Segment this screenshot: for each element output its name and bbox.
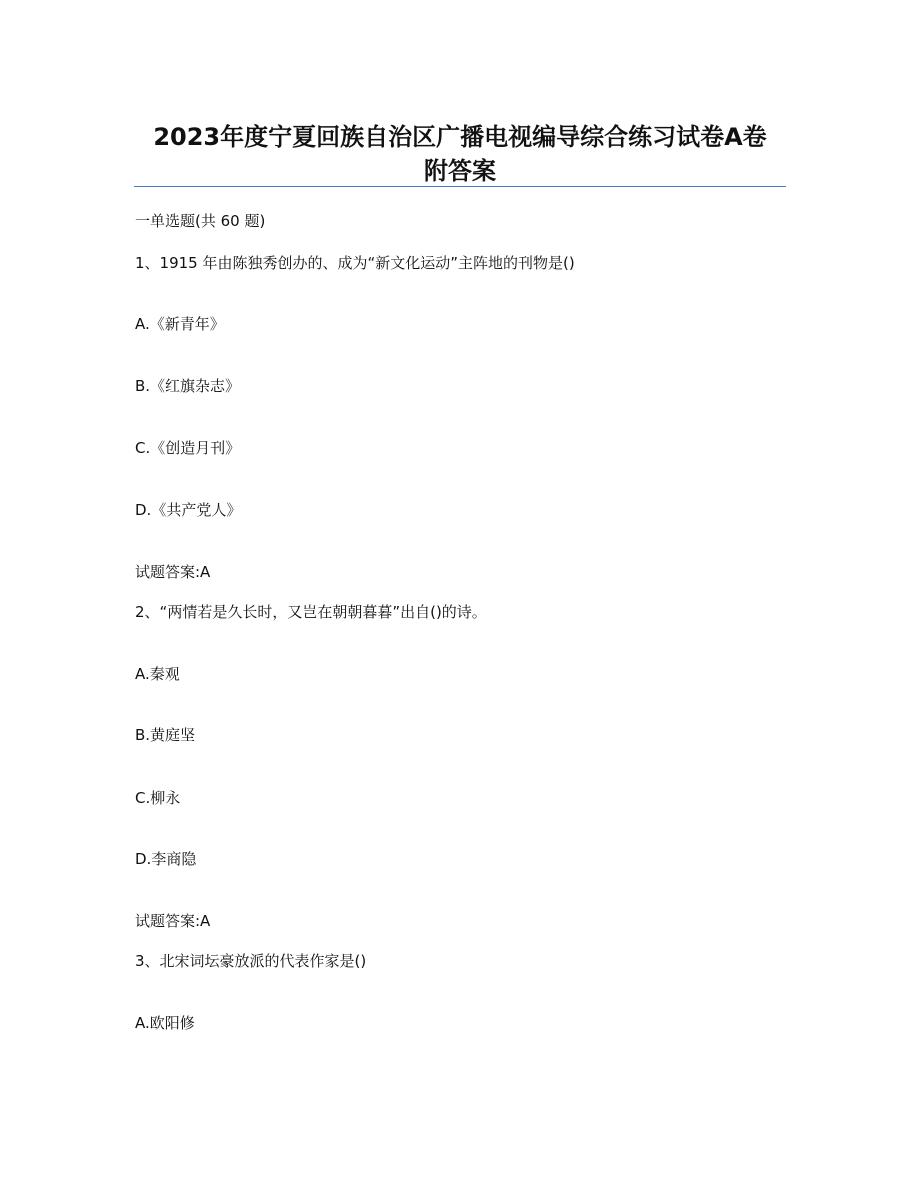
question-1-option-a: A.《新青年》 <box>135 315 225 333</box>
question-2-option-c: C.柳永 <box>135 789 181 807</box>
section-heading: 一单选题(共 60 题) <box>135 212 266 230</box>
question-1-option-c: C.《创造月刊》 <box>135 439 241 457</box>
question-2-answer: 试题答案:A <box>135 912 211 930</box>
question-2-stem: 2、“两情若是久长时，又岂在朝朝暮暮”出自()的诗。 <box>135 603 487 621</box>
document-title-line-1: 2023年度宁夏回族自治区广播电视编导综合练习试卷A卷 <box>153 123 767 151</box>
document-title-line-2: 附答案 <box>424 157 496 185</box>
question-2-option-d: D.李商隐 <box>135 850 197 868</box>
question-1-answer: 试题答案:A <box>135 563 211 581</box>
question-3-option-a: A.欧阳修 <box>135 1014 195 1032</box>
question-1-option-d: D.《共产党人》 <box>135 501 242 519</box>
question-2-option-a: A.秦观 <box>135 665 180 683</box>
title-divider <box>134 186 786 187</box>
question-1-stem: 1、1915 年由陈独秀创办的、成为“新文化运动”主阵地的刊物是() <box>135 254 575 272</box>
question-2-option-b: B.黄庭坚 <box>135 726 196 744</box>
question-3-stem: 3、北宋词坛豪放派的代表作家是() <box>135 952 367 970</box>
question-1-option-b: B.《红旗杂志》 <box>135 377 241 395</box>
